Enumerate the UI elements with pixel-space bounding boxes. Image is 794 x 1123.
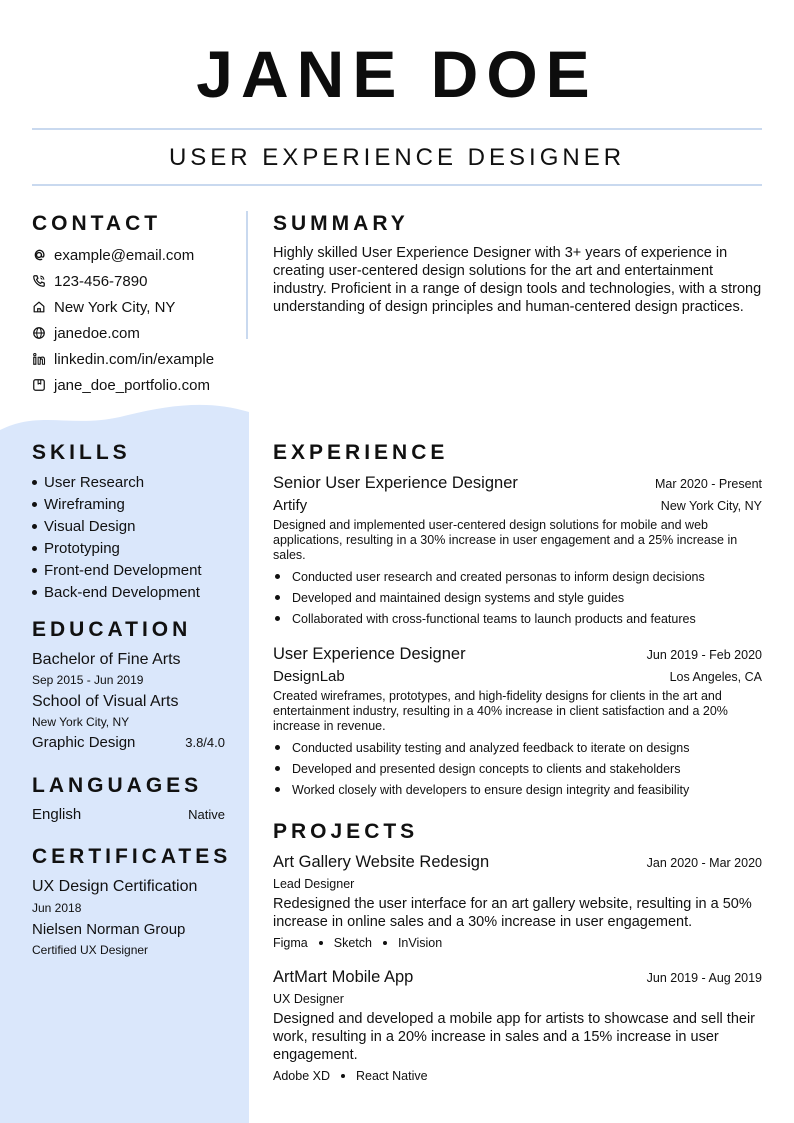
tool-tag: Sketch [333,936,372,950]
contact-portfolio[interactable] [32,372,237,398]
contact-website-text: janedoe.com [54,324,140,342]
tool-tag: InVision [397,936,443,950]
skill-label: Back-end Development [44,583,200,601]
tool-tag: React Native [355,1069,428,1083]
education-school: School of Visual Arts [32,693,179,710]
skill-item [32,493,242,515]
project-dates: Jan 2020 - Mar 2020 [646,856,762,870]
contact-list [32,242,237,398]
certificate-issuer: Nielsen Norman Group [32,921,186,938]
job-company: Artify [273,497,308,514]
tool-tag: Figma [273,936,308,950]
project-description: Designed and developed a mobile app for artists to showcase and sell their work, resulting in a 20% increase in sales and a 15% increase in user engagement. [273,1011,756,1063]
skill-item [32,537,242,559]
job-location: Los Angeles, CA [669,670,762,684]
separator-dot-icon [383,941,387,945]
bullet-icon [275,766,280,771]
tool-tag: Adobe XD [273,1069,330,1083]
job-bullets [273,566,762,629]
bullet-icon [275,616,280,621]
separator-dot-icon [319,941,323,945]
contact-phone[interactable] [32,268,237,294]
skill-label: Prototyping [44,539,120,557]
bullet-icon [32,568,37,573]
contact-linkedin[interactable] [32,346,237,372]
bullet-text: Developed and presented design concepts to clients and stakeholders [292,761,681,776]
language-name: English [32,806,82,823]
education-degree: Bachelor of Fine Arts [32,651,181,668]
job-role: User Experience Designer [273,645,466,663]
certificate-entry [32,876,225,959]
contact-website[interactable] [32,320,237,346]
list-item [273,758,762,779]
bullet-icon [32,480,37,485]
bullet-text: Collaborated with cross-functional teams to launch products and features [292,611,696,626]
language-level: Native [188,807,225,822]
contact-location-text: New York City, NY [54,298,176,316]
portfolio-icon [32,378,46,392]
skill-label: User Research [44,473,145,491]
bullet-icon [275,574,280,579]
project-description: Redesigned the user interface for an art gallery website, resulting in a 50% increase in online sales and a 30% increase in user engagement. [273,896,752,930]
skill-item [32,559,242,581]
globe-icon [32,326,46,340]
certificates-heading: CERTIFICATES [32,845,232,868]
bullet-text: Developed and maintained design systems and style guides [292,590,625,605]
bullet-icon [32,546,37,551]
skills-heading: SKILLS [32,441,131,464]
header-bottom-rule [32,184,762,186]
contact-heading: CONTACT [32,212,162,235]
project-tools [273,932,762,954]
experience-entry [273,643,762,800]
list-item [273,608,762,629]
list-item [273,737,762,758]
job-company: DesignLab [273,668,345,685]
experience-entry [273,472,762,629]
contact-email-text: example@email.com [54,246,195,264]
project-dates: Jun 2019 - Aug 2019 [646,971,762,985]
languages-heading: LANGUAGES [32,774,203,797]
certificate-name: UX Design Certification [32,878,198,895]
header-top-rule [32,128,762,130]
projects-heading: PROJECTS [273,820,419,843]
skill-label: Front-end Development [44,561,202,579]
bullet-icon [32,590,37,595]
bullet-icon [275,595,280,600]
certificate-date: Jun 2018 [32,901,82,915]
contact-email[interactable] [32,242,237,268]
column-divider [246,211,248,339]
education-gpa: 3.8/4.0 [185,735,225,750]
education-location: New York City, NY [32,715,130,729]
project-role: Lead Designer [273,877,355,891]
bullet-icon [275,787,280,792]
contact-portfolio-text: jane_doe_portfolio.com [54,376,210,394]
summary-heading: SUMMARY [273,212,409,235]
phone-icon [32,274,46,288]
language-entry [32,804,225,826]
project-role: UX Designer [273,992,344,1006]
home-icon [32,300,46,314]
bullet-text: Conducted usability testing and analyzed feedback to iterate on designs [292,740,690,755]
contact-linkedin-text: linkedin.com/in/example [54,350,215,368]
project-entry [273,966,762,1087]
experience-heading: EXPERIENCE [273,441,449,464]
bullet-icon [275,745,280,750]
job-bullets [273,737,762,800]
separator-dot-icon [341,1074,345,1078]
skill-item [32,471,242,493]
bullet-text: Conducted user research and created personas to inform design decisions [292,569,705,584]
job-dates: Jun 2019 - Feb 2020 [646,648,762,662]
education-heading: EDUCATION [32,618,192,641]
education-entry [32,649,225,754]
project-title: ArtMart Mobile App [273,968,414,986]
project-entry [273,851,762,954]
education-dates: Sep 2015 - Jun 2019 [32,673,144,687]
job-description: Created wireframes, prototypes, and high-fidelity designs for clients in the art and entertainment industry, resulting in a 40% increase in client satisfaction and a 20% increase in revenue. [273,689,728,733]
job-description: Designed and implemented user-centered design solutions for mobile and web applications, resulting in a 30% increase in user engagement and a 25% increase in sales. [273,518,738,562]
skill-label: Visual Design [44,517,136,535]
contact-phone-text: 123-456-7890 [54,272,148,290]
job-dates: Mar 2020 - Present [655,477,762,491]
job-role: Senior User Experience Designer [273,474,518,492]
bullet-icon [32,502,37,507]
resume-job-title: USER EXPERIENCE DESIGNER [168,144,626,171]
bullet-text: Worked closely with developers to ensure design integrity and feasibility [292,782,690,797]
resume-name: JANE DOE [196,37,598,111]
list-item [273,587,762,608]
project-title: Art Gallery Website Redesign [273,853,490,871]
project-tools [273,1065,762,1087]
certificate-title: Certified UX Designer [32,943,149,957]
skill-item [32,515,242,537]
skill-label: Wireframing [44,495,125,513]
skill-item [32,581,242,603]
skills-list [32,471,242,603]
education-major: Graphic Design [32,734,136,751]
job-location: New York City, NY [660,499,762,513]
contact-location [32,294,237,320]
bullet-icon [32,524,37,529]
list-item [273,566,762,587]
summary-text: Highly skilled User Experience Designer with 3+ years of experience in creating user-centered design solutions for the art and entertainment industry. Proficient in a range of design tools and technologies, with a strong understanding of design principles and human-centered design practices. [273,245,762,315]
at-icon [32,248,46,262]
list-item [273,779,762,800]
linkedin-icon [32,352,46,366]
